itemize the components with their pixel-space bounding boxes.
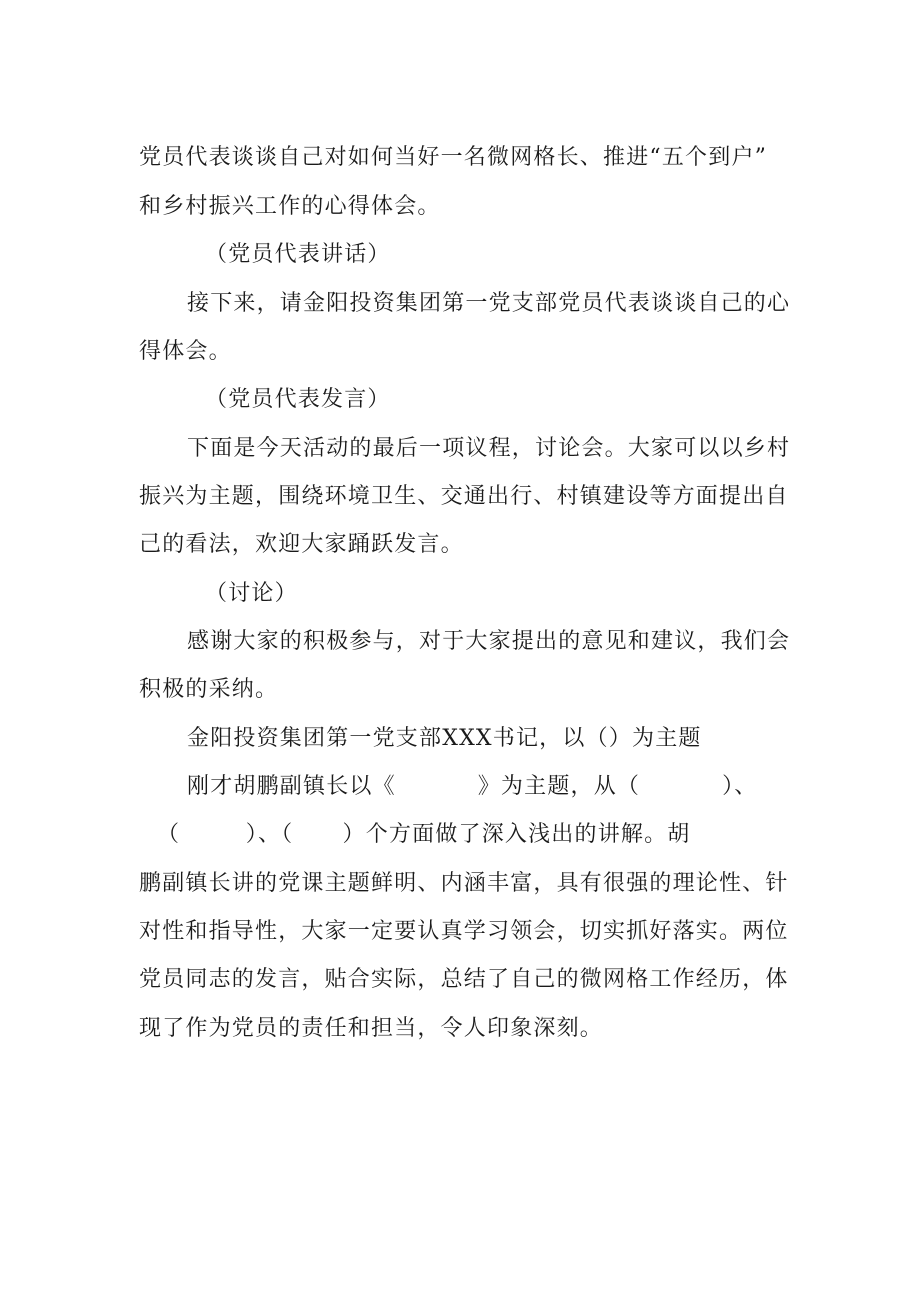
text-line-5: 得体会。 — [139, 339, 232, 364]
text-line-4: 接下来，请金阳投资集团第一党支部党员代表谈谈自己的心 — [187, 291, 791, 316]
text-line-7: 下面是今天活动的最后一项议程，讨论会。大家可以以乡村 — [187, 436, 791, 461]
text-line-13: 金阳投资集团第一党支部XXX书记，以（）为主题 — [187, 726, 702, 751]
text-line-11: 感谢大家的积极参与，对于大家提出的意见和建议，我们会 — [187, 629, 791, 654]
text-line-8: 振兴为主题，围绕环境卫生、交通出行、村镇建设等方面提出自 — [139, 484, 789, 509]
stage-direction-1: （党员代表讲话） — [205, 242, 391, 267]
text-line-2: 和乡村振兴工作的心得体会。 — [139, 194, 441, 219]
text-line-19: 现了作为党员的责任和担当，令人印象深刻。 — [139, 1016, 604, 1041]
stage-direction-3: （讨论） — [205, 581, 298, 606]
text-line-9: 己的看法，欢迎大家踊跃发言。 — [139, 532, 464, 557]
text-line-12: 积极的采纳。 — [139, 677, 279, 702]
text-line-15: （ ）、（ ）个方面做了深入浅出的讲解。胡 — [157, 822, 691, 847]
text-line-18: 党员同志的发言，贴合实际，总结了自己的微网格工作经历，体 — [139, 967, 789, 992]
text-line-14: 刚才胡鹏副镇长以《 》为主题，从（ ）、 — [187, 774, 758, 799]
text-line-1: 党员代表谈谈自己对如何当好一名微网格长、推进“五个到户” — [139, 145, 768, 170]
text-line-16: 鹏副镇长讲的党课主题鲜明、内涵丰富，具有很强的理论性、针 — [139, 871, 789, 896]
stage-direction-2: （党员代表发言） — [205, 387, 391, 412]
text-line-17: 对性和指导性，大家一定要认真学习领会，切实抓好落实。两位 — [139, 919, 789, 944]
